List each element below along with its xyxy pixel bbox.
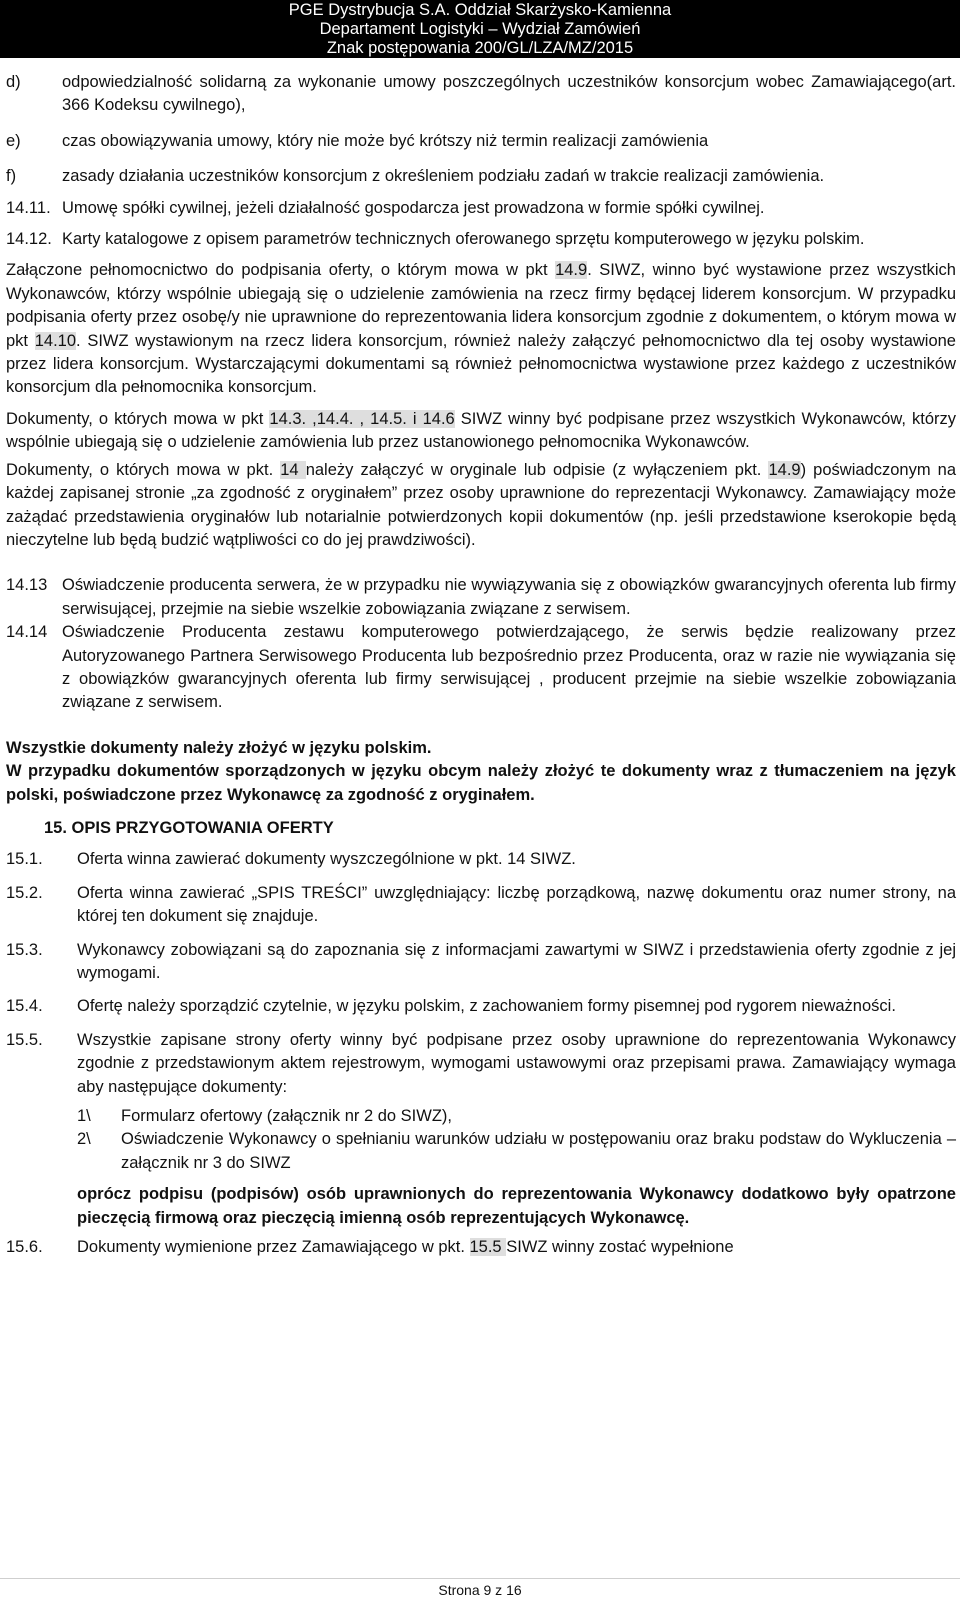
paragraph-dokumenty-oryginal: [6, 459, 956, 553]
section-15-title: 15. OPIS PRZYGOTOWANIA OFERTY: [44, 818, 334, 837]
subitem-label: 1\: [77, 1107, 91, 1126]
subitem-text: Oświadczenie Wykonawcy o spełnianiu warunków udziału w postępowaniu oraz braku podstaw do Wykluczenia – załącznik nr 3 do SIWZ: [121, 1130, 956, 1172]
item-14-14: [6, 621, 956, 715]
text-span: SIWZ winny zostać wypełnione: [506, 1238, 734, 1257]
item-number: 15.5.: [6, 1030, 43, 1049]
item-14-11: [6, 197, 956, 220]
reference-14-10: 14.10: [34, 331, 77, 350]
item-number: 14.11.: [6, 198, 51, 217]
item-text-block: [77, 1029, 956, 1230]
subitem-2: [77, 1128, 956, 1175]
list-label: e): [6, 131, 21, 150]
paragraph-pelnomocnictwo: [6, 259, 956, 399]
text-span: . SIWZ wystawionym na rzecz lidera konsorcjum, również należy załączyć pełnomocnictwo dla tej osoby wystawione przez lidera konsorcjum. Wystarczającymi dokumentami są również pełnomocnictwa wystawione przez każdego z uczestników konsorcjum dla pełnomocnika konsorcjum.: [6, 331, 956, 397]
text-span: Dokumenty, o których mowa w pkt: [6, 409, 270, 428]
item-text: Ofertę należy sporządzić czytelnie, w języku polskim, z zachowaniem formy pisemnej pod rygorem nieważności.: [77, 997, 896, 1016]
item-text: Oświadczenie producenta serwera, że w przypadku nie wywiązywania się z obowiązków gwarancyjnych oferenta lub firmy serwisującej, przejmie na siebie wszelkie zobowiązania związane z serwisem.: [62, 576, 956, 618]
reference-15-5: 15.5: [469, 1238, 507, 1257]
header-company: PGE Dystrybucja S.A. Oddział Skarżysko-Kamienna: [288, 1, 672, 19]
subitem-1: [77, 1105, 956, 1128]
item-15-6: [6, 1236, 956, 1259]
item-15-5: [6, 1029, 956, 1230]
item-15-2: [6, 882, 956, 929]
header-department: Departament Logistyki – Wydział Zamówień: [319, 20, 641, 38]
item-text: Karty katalogowe z opisem parametrów technicznych oferowanego sprzętu komputerowego w języku polskim.: [62, 230, 865, 249]
item-text: Wykonawcy zobowiązani są do zapoznania się z informacjami zawartymi w SIWZ i przedstawienia oferty zgodnie z jej wymogami.: [77, 940, 956, 982]
text-span: ) poświadczonym na każdej zapisanej stronie „za zgodność z oryginałem” przez osoby uprawnione do reprezentacji Wykonawcy. Zamawiający może zażądać przedstawienia oryginałów lub notarialnie potwierdzonych kopii dokumentów (np. jeśli przedstawione kserokopie będą nieczytelne lub będą budzić wątpliwości co do jej prawdziwości).: [6, 460, 957, 549]
list-text: zasady działania uczestników konsorcjum z określeniem podziału zadań w trakcie realizacji zamówienia.: [62, 167, 825, 186]
text-span: Dokumenty wymienione przez Zamawiającego w pkt.: [77, 1238, 470, 1257]
list-item-d: [6, 71, 956, 118]
item-number: 15.2.: [6, 883, 43, 902]
text-span: Dokumenty, o których mowa w pkt.: [6, 460, 281, 479]
item-number: 15.6.: [6, 1238, 43, 1257]
document-body: [6, 71, 956, 1259]
list-text: czas obowiązywania umowy, który nie może być krótszy niż termin realizacji zamówienia: [62, 131, 709, 150]
item-15-3: [6, 939, 956, 986]
item-number: 14.14: [6, 623, 48, 642]
item-text: Wszystkie zapisane strony oferty winny być podpisane przez osoby uprawnione do reprezentowania Wykonawcy zgodnie z przedstawionym aktem rejestrowym, wymogami ustawowymi oraz przepisami prawa. Zamawiający wymaga aby następujące dokumenty:: [77, 1030, 956, 1096]
page-number: Strona 9 z 16: [438, 1582, 522, 1598]
item-14-12: [6, 228, 956, 251]
footer-divider: [0, 1578, 960, 1579]
item-14-13: [6, 574, 956, 621]
text-span: . SIWZ, winno być wystawione przez wszystkich Wykonawców, którzy wspólnie ubiegają się o udzielenie zamówienia na rzecz firmy będącej liderem konsorcjum. W przypadku podpisania oferty przez osobę/y nie uprawnione do reprezentowania lidera konsorcjum zgodnie z dokumentem, o którym mowa w pkt: [6, 261, 956, 350]
item-number: 15.4.: [6, 997, 43, 1016]
list-label: f): [6, 167, 17, 186]
list-item-f: [6, 165, 956, 188]
list-text: odpowiedzialność solidarną za wykonanie umowy poszczególnych uczestników konsorcjum wobec Zamawiającego(art. 366 Kodeksu cywilnego),: [62, 73, 956, 115]
bold-signature-requirement: oprócz podpisu (podpisów) osób uprawnionych do reprezentowania Wykonawcy dodatkowo były opatrzone pieczęcią firmową oraz pieczęcią imienną osób reprezentujących Wykonawcę.: [77, 1185, 956, 1227]
item-15-1: [6, 848, 956, 871]
item-number: 14.12.: [6, 230, 52, 249]
header-case-number: Znak postępowania 200/GL/LZA/MZ/2015: [326, 39, 634, 57]
reference-14-9b: 14.9: [768, 460, 801, 479]
reference-14-3-14-6: 14.3. ,14.4. , 14.5. i 14.6: [269, 409, 455, 428]
bold-note-translation: W przypadku dokumentów sporządzonych w języku obcym należy złożyć te dokumenty wraz z tłumaczeniem na język polski, poświadczone przez Wykonawcę za zgodność z oryginałem.: [6, 762, 956, 804]
reference-14-9: 14.9: [555, 261, 588, 280]
text-span: należy załączyć w oryginale lub odpisie (z wyłączeniem pkt.: [305, 460, 769, 479]
item-number: 14.13: [6, 576, 48, 595]
reference-14: 14: [280, 460, 306, 479]
paragraph-dokumenty-podpis: [6, 408, 956, 455]
page-header: [0, 0, 960, 58]
list-label: d): [6, 73, 21, 91]
item-number: 15.3.: [6, 940, 43, 959]
text-span: Załączone pełnomocnictwo do podpisania oferty, o którym mowa w pkt: [6, 261, 556, 280]
item-text: Umowę spółki cywilnej, jeżeli działalność gospodarcza jest prowadzona w formie spółki cywilnej.: [62, 198, 765, 217]
subitem-text: Formularz ofertowy (załącznik nr 2 do SIWZ),: [121, 1107, 452, 1126]
list-item-e: [6, 130, 956, 153]
item-text: Oferta winna zawierać dokumenty wyszczególnione w pkt. 14 SIWZ.: [77, 850, 576, 869]
item-15-4: [6, 995, 956, 1018]
bold-note-polish: Wszystkie dokumenty należy złożyć w języku polskim.: [6, 738, 432, 757]
item-number: 15.1.: [6, 850, 43, 869]
item-text: [77, 1236, 956, 1259]
subitem-label: 2\: [77, 1130, 91, 1149]
item-text: Oświadczenie Producenta zestawu komputerowego potwierdzającego, że serwis będzie realizowany przez Autoryzowanego Partnera Serwisowego Producenta lub bezpośrednio przez Producenta, oraz w razie nie wywiązania się z obowiązków gwarancyjnych oferenta lub firmy serwisującej , producent przejmie na siebie wszelkie zobowiązania związane z serwisem.: [62, 623, 956, 712]
item-text: Oferta winna zawierać „SPIS TREŚCI” uwzględniający: liczbę porządkową, nazwę dokumentu oraz numer strony, na której ten dokument się znajduje.: [77, 883, 956, 926]
text-span: SIWZ winny być podpisane przez wszystkich Wykonawców, którzy wspólnie ubiegają się o udzielenie zamówienia lub przez ustanowionego pełnomocnika Wykonawców.: [6, 409, 956, 452]
